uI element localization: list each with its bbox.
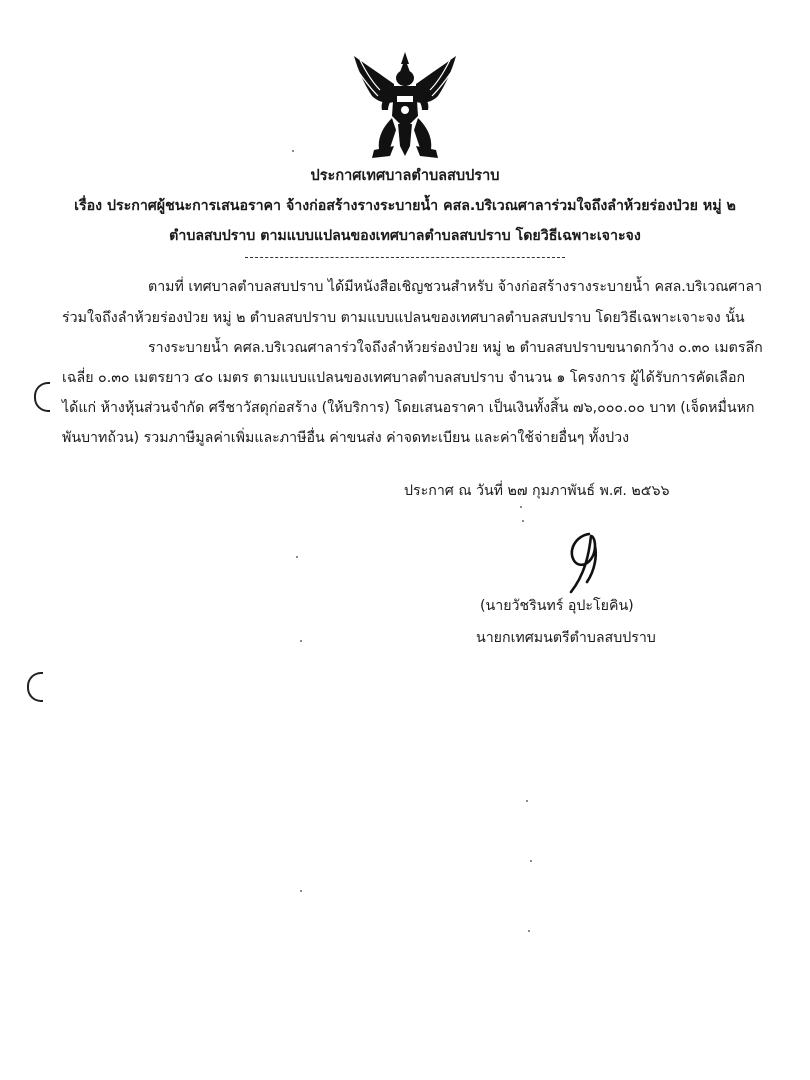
scan-speck: [296, 556, 298, 558]
body-text-line-2: ร่วมใจถึงลำห้วยร่องป่วย หมู่ ๒ ตำบลสบปราบ ตามแบบแปลนของเทศบาลตำบลสบปราบ โดยวิธีเฉพาะเจาะจง นั้น: [62, 310, 745, 326]
garuda-emblem-icon: [350, 50, 460, 160]
scan-speck: [300, 640, 302, 642]
body-text-line-4: เฉลี่ย ๐.๓๐ เมตรยาว ๔๐ เมตร ตามแบบแปลนของเทศบาลตำบลสบปราบ จำนวน ๑ โครงการ ผู้ได้รับการคัดเลือก: [62, 370, 746, 386]
signer-position: นายกเทศมนตรีตำบลสบปราบ: [476, 630, 656, 646]
signer-name: (นายวัชรินทร์ อุปะโยคิน): [480, 598, 634, 614]
document-title: ประกาศเทศบาลตำบลสบปราบ: [310, 168, 500, 184]
announcement-date: ประกาศ ณ วันที่ ๒๗ กุมภาพันธ์ พ.ศ. ๒๕๖๖: [404, 483, 670, 499]
scan-speck: [520, 506, 522, 508]
punch-hole-mark: [34, 382, 50, 412]
punch-hole-mark: [27, 672, 43, 702]
body-text-line-1: ตามที่ เทศบาลตำบลสบปราบ ได้มีหนังสือเชิญชวนสำหรับ จ้างก่อสร้างรางระบายน้ำ คสล.บริเวณศาลา: [148, 279, 763, 295]
scan-speck: [526, 800, 528, 802]
scan-speck: [300, 890, 302, 892]
scan-speck: [292, 150, 294, 152]
document-subject-line-1: เรื่อง ประกาศผู้ชนะการเสนอราคา จ้างก่อสร้างรางระบายน้ำ คสล.บริเวณศาลาร่วมใจถึงลำห้วยร่องป่วย หมู่ ๒: [74, 198, 736, 214]
scan-speck: [522, 520, 524, 522]
separator-rule: [245, 257, 565, 258]
body-text-line-6: พันบาทถ้วน) รวมภาษีมูลค่าเพิ่มและภาษีอื่น ค่าขนส่ง ค่าจดทะเบียน และค่าใช้จ่ายอื่นๆ ทั้งปวง: [62, 430, 630, 446]
scan-speck: [530, 860, 532, 862]
document-subject-line-2: ตำบลสบปราบ ตามแบบแปลนของเทศบาลตำบลสบปราบ โดยวิธีเฉพาะเจาะจง: [169, 228, 641, 244]
body-text-line-5: ได้แก่ ห้างหุ้นส่วนจำกัด ศรีชาวัสดุก่อสร้าง (ให้บริการ) โดยเสนอราคา เป็นเงินทั้งสิ้น ๗๖,๐๐๐.๐๐ บาท (เจ็ดหมื่นหก: [62, 400, 755, 416]
scan-speck: [528, 930, 530, 932]
body-text-line-3: รางระบายน้ำ คศล.บริเวณศาลาร่วใจถึงลำห้วยร่องป่วย หมู่ ๒ ตำบลสบปราบขนาดกว้าง ๐.๓๐ เมตรลึก: [148, 340, 763, 356]
handwritten-signature-icon: [555, 530, 615, 600]
